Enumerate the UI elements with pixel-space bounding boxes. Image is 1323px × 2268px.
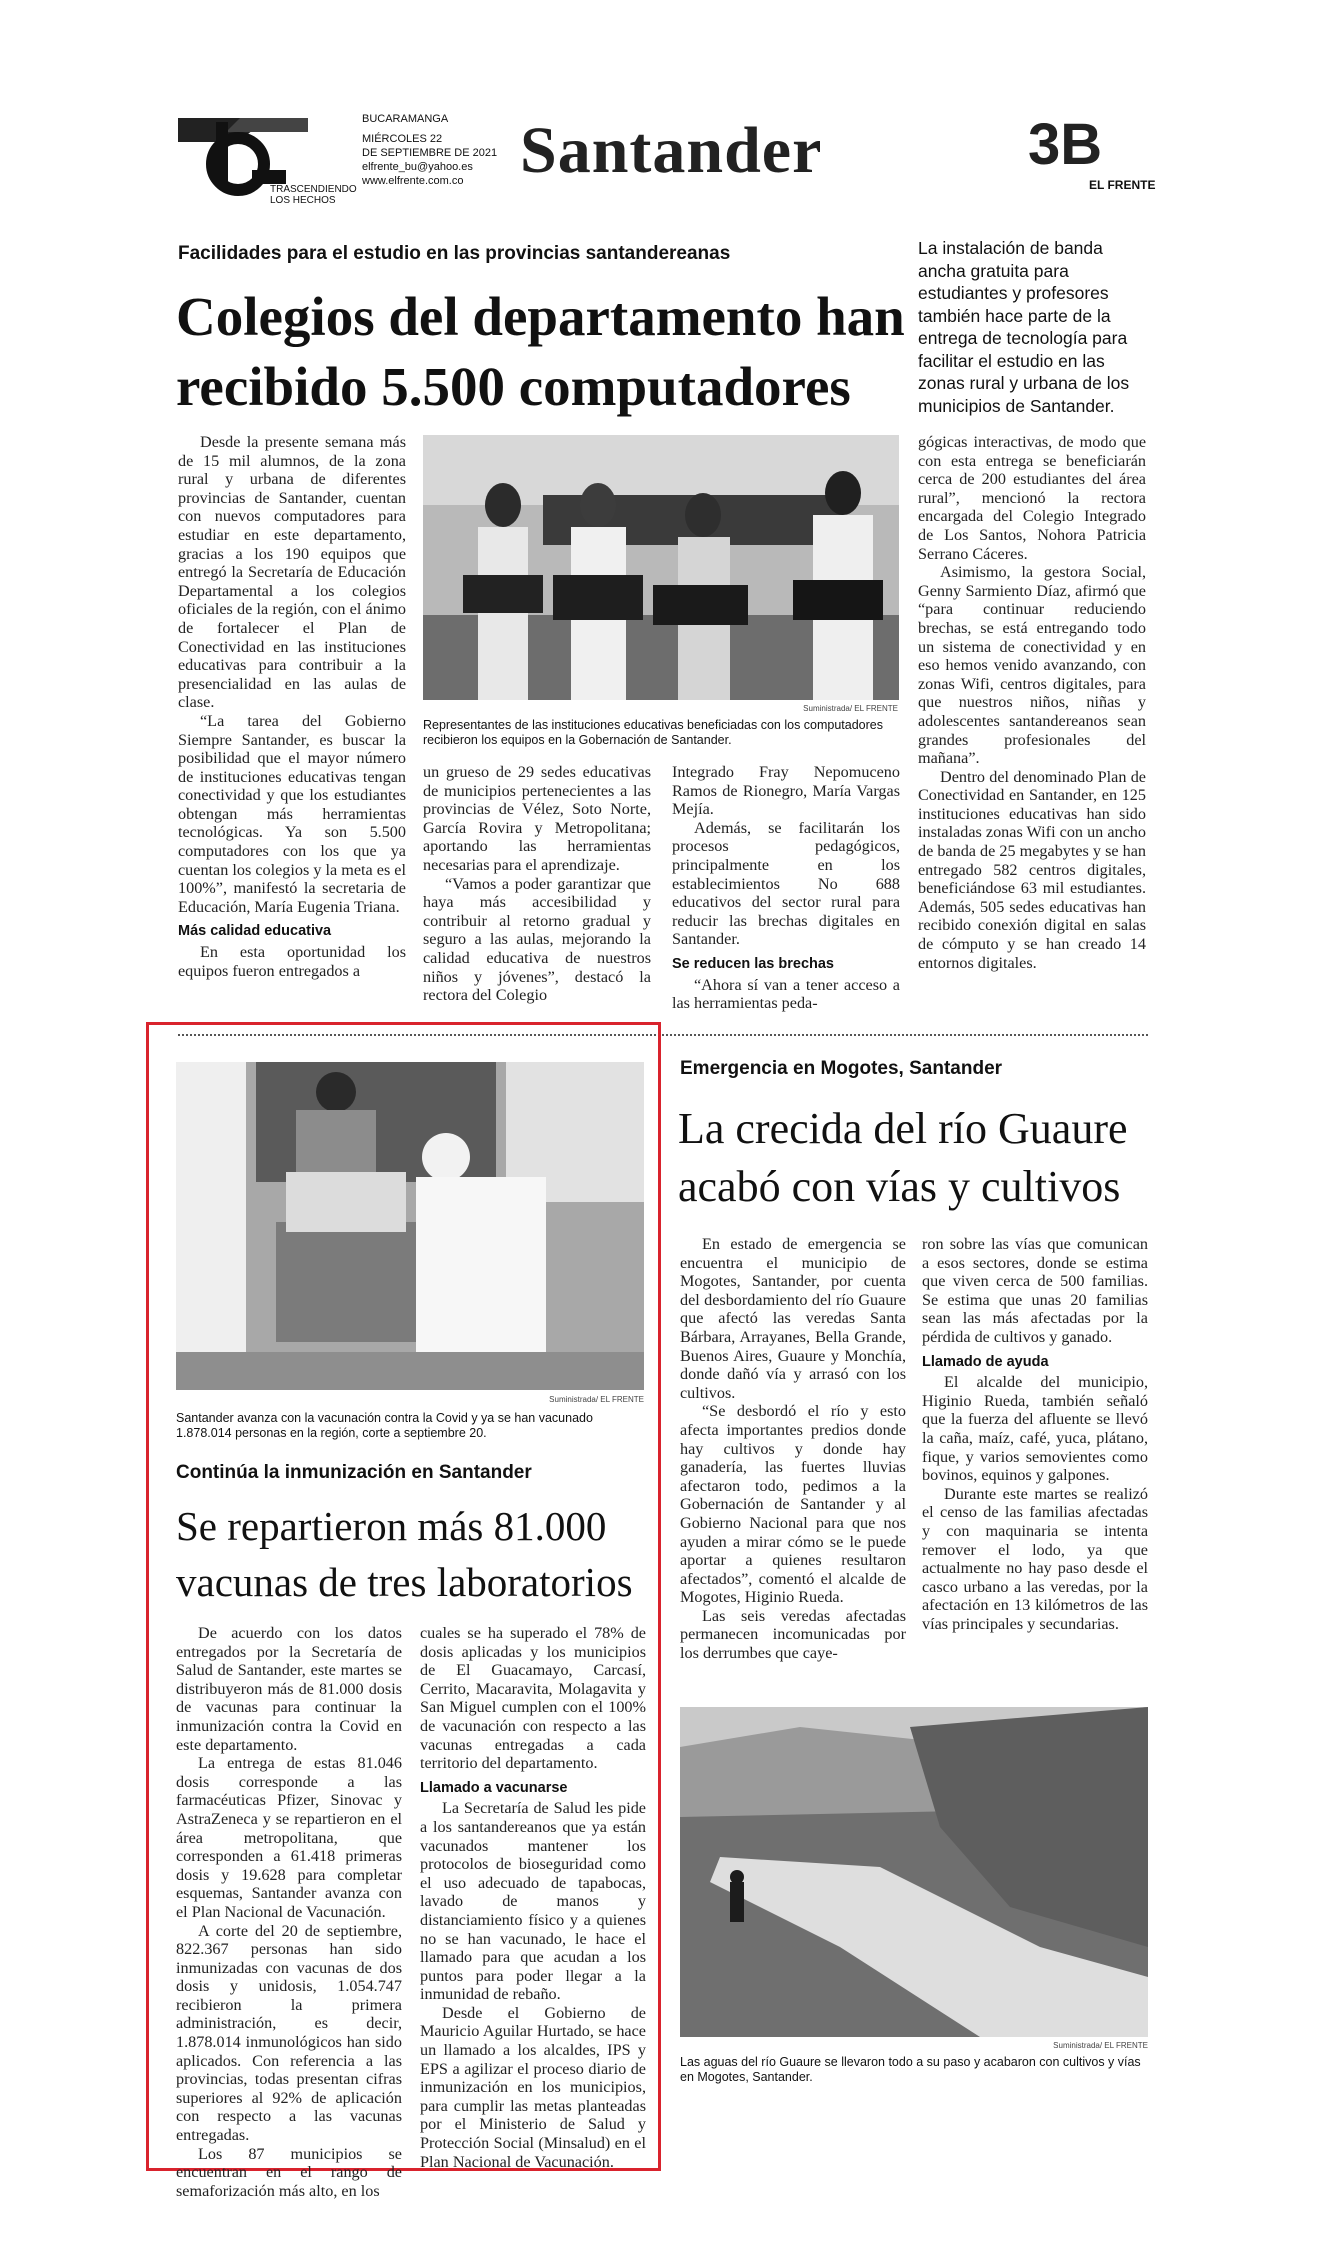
brand-label: EL FRENTE	[1089, 178, 1156, 192]
article1-subhead: Se reducen las brechas	[672, 955, 834, 972]
article3-paragraph: Las seis veredas afectadas permanecen incomunicadas por los derrumbes que caye-	[680, 1606, 906, 1663]
article1-paragraph: Asimismo, la gestora Social, Genny Sarmiento Díaz, afirmó que “para continuar reduciendo brechas, se está entregando todo un sistema de conectividad y en eso hemos venido avanzando, con zonas Wifi, centros digitales, para que nuestros niños, niñas y adolescentes santandereanos sean grandes profesionales del mañana”.	[918, 563, 1146, 768]
dateline	[362, 112, 497, 188]
article3-headline-line1: La crecida del río Guaure	[678, 1104, 1128, 1153]
article1-column-3	[672, 763, 900, 1013]
article1-deck: La instalación de banda ancha gratuita para estudiantes y profesores también hace parte de la entrega de tecnología para facilitar el estudio en las zonas rural y urbana de los municipios de Santander.	[918, 238, 1130, 416]
article3-headline	[678, 1100, 1128, 1216]
article2-paragraph: cuales se ha superado el 78% de dosis aplicadas y los municipios de El Guacamayo, Carcasí, Cerrito, Macaravita, Molagavita y San Miguel cumplen con el 100% de vacunación con respecto a las vacunas entregadas a cada territorio del departamento.	[420, 1624, 646, 1773]
article3-paragraph: “Se desbordó el río y esto afecta importantes predios donde hay cultivos y donde hay ganadería, las fuertes lluvias afectaron todo, pedimos a la Gobernación de Santander y al Gobierno Nacional para que nos ayuden a mirar cómo se le puede aportar a quienes resultaron afectados”, comentó el alcalde de Mogotes, Higinio Rueda.	[680, 1402, 906, 1607]
article2-kicker: Continúa la inmunización en Santander	[176, 1462, 532, 1483]
article1-paragraph: En esta oportunidad los equipos fueron entregados a	[178, 943, 406, 980]
logo-tagline	[270, 184, 357, 206]
dateline-date: DE SEPTIEMBRE DE 2021	[362, 147, 498, 159]
article1-paragraph: un grueso de 29 sedes educativas de municipios pertenecientes a las provincias de Vélez, Soto Norte, García Rovira y Metropolitana; aportando las herramientas necesarias para el aprendizaje.	[423, 763, 651, 874]
article2-paragraph: A corte del 20 de septiembre, 822.367 personas han sido inmunizadas con vacunas de dos dosis y unidosis, 1.054.747 recibieron la primera administración, es decir, 1.878.014 inmunológicos han sido aplicados. Con referencia a las provincias, todas presentan cifras superiores al 92% de aplicación con respecto a las vacunas entregadas.	[176, 1921, 402, 2145]
article3-paragraph: En estado de emergencia se encuentra el municipio de Mogotes, Santander, por cuenta del desbordamiento del río Guaure que afectó las veredas Santa Bárbara, Arrayanes, Bella Grande, Buenos Aires, Guaure y Monchía, donde dañó vía y arrasó con los cultivos.	[680, 1235, 906, 1402]
article1-photo	[423, 435, 899, 700]
dateline-city: BUCARAMANGA	[362, 113, 449, 125]
article1-column-1	[178, 433, 406, 980]
article3-column-2	[922, 1235, 1148, 1633]
article2-column-2	[420, 1624, 646, 2171]
article2-caption: Santander avanza con la vacunación contra la Covid y ya se han vacunado 1.878.014 personas en la región, corte a septiembre 20.	[176, 1411, 593, 1440]
article1-paragraph: Además, se facilitarán los procesos pedagógicos, principalmente en los establecimientos No 688 educativos del sector rural para reducir las brechas digitales en Santander.	[672, 818, 900, 949]
article2-paragraph: Los 87 municipios se encuentran en el rango de semaforización más alto, en los	[176, 2144, 402, 2200]
article3-photo-credit: Suministrada/ EL FRENTE	[1053, 2041, 1148, 2050]
article1-headline	[176, 282, 905, 422]
article1-subhead: Más calidad educativa	[178, 923, 332, 940]
section-title: Santander	[520, 114, 823, 187]
article1-paragraph: Integrado Fray Nepomuceno Ramos de Rionegro, María Vargas Mejía.	[672, 763, 900, 819]
article3-paragraph: El alcalde del municipio, Higinio Rueda, también señaló que la fuerza del afluente se llevó la caña, maíz, café, yuca, plátano, fique, y varios semovientes como bovinos, equinos y galpones.	[922, 1373, 1148, 1485]
article2-photo-credit: Suministrada/ EL FRENTE	[549, 1395, 644, 1404]
article3-paragraph: Durante este martes se realizó el censo de las familias afectadas y con maquinaria se intenta remover el lodo, ya que actualmente no hay paso desde el casco urbano a las veredas, por la afectación en 13 kilómetros de las vías principales y secundarias.	[922, 1484, 1148, 1633]
article2-headline	[176, 1498, 633, 1610]
article3-photo	[680, 1707, 1148, 2037]
article2-column-1	[176, 1624, 402, 2200]
article2-subhead: Llamado a vacunarse	[420, 1779, 568, 1796]
article3-headline-line2: acabó con vías y cultivos	[678, 1162, 1121, 1211]
page-number: 3B	[1028, 112, 1103, 177]
article1-column-4	[918, 433, 1146, 972]
dateline-email: elfrente_bu@yahoo.es	[362, 161, 473, 173]
logo-tagline-1: TRASCENDIENDO	[270, 184, 357, 195]
article2-paragraph: De acuerdo con los datos entregados por la Secretaría de Salud de Santander, este martes se distribuyeron más de 81.000 dosis de vacunas para continuar la inmunización contra la Covid en este departamento.	[176, 1624, 402, 1754]
article2-headline-line1: Se repartieron más 81.000	[176, 1503, 607, 1549]
article2-paragraph: Desde el Gobierno de Mauricio Aguilar Hurtado, se hace un llamado a los alcaldes, IPS y EPS a agilizar el proceso diario de inmunización en los municipios, para cumplir las metas planteadas por el Ministerio de Salud y Protección Social (Minsalud) en el Plan Nacional de Vacunación.	[420, 2003, 646, 2171]
article2-photo	[176, 1062, 644, 1390]
article1-paragraph: “Ahora sí van a tener acceso a las herramientas peda-	[672, 975, 900, 1013]
article1-paragraph: “La tarea del Gobierno Siempre Santander, es buscar la posibilidad que el mayor número de instituciones educativas tengan conectividad y que los estudiantes obtengan más herramientas tecnológicas. Ya son 5.500 computadores con los que ya cuentan los colegios y la meta es el 100%”, manifestó la secretaria de Educación, María Eugenia Triana.	[178, 711, 406, 916]
article3-paragraph: ron sobre las vías que comunican a esos sectores, donde se estima que viven cerca de 500 familias. Se estima que unas 20 familias sean las más afectadas por la pérdida de cultivos y ganado.	[922, 1235, 1148, 1346]
article3-subhead: Llamado de ayuda	[922, 1353, 1049, 1370]
logo-tagline-2: LOS HECHOS	[270, 195, 336, 206]
article3-caption: Las aguas del río Guaure se llevaron todo a su paso y acabaron con cultivos y vías en Mogotes, Santander.	[680, 2055, 1141, 2084]
dateline-day: MIÉRCOLES 22	[362, 133, 443, 145]
article1-paragraph: Desde la presente semana más de 15 mil alumnos, de la zona rural y urbana de diferentes provincias de Santander, cuentan con nuevos computadores para estudiar en este departamento, gracias a los 190 equipos que entregó la Secretaría de Educación Departamental a los colegios oficiales de la región, con el ánimo de fortalecer el Plan de Conectividad en las instituciones educativas para contribuir a la presencialidad en las aulas de clase.	[178, 433, 406, 712]
masthead	[178, 112, 1178, 206]
article1-paragraph: gógicas interactivas, de modo que con esta entrega se beneficiarán cerca de 200 estudiantes del área rural”, mencionó la rectora encargada del Colegio Integrado de Los Santos, Nohora Patricia Serrano Cáceres.	[918, 433, 1146, 563]
article1-caption: Representantes de las instituciones educativas beneficiadas con los computadores recibieron los equipos en la Gobernación de Santander.	[423, 718, 883, 747]
article1-kicker: Facilidades para el estudio en las provincias santandereanas	[178, 243, 731, 264]
article1-paragraph: Dentro del denominado Plan de Conectividad en Santander, en 125 instituciones educativas han sido instaladas zonas Wifi con un ancho de banda de 25 megabytes y se han entregado 582 centros digitales, beneficiándose 63 mil estudiantes. Además, 505 sedes educativas han recibido conexión digital en salas de cómputo y se han creado 14 entornos digitales.	[918, 767, 1146, 972]
article2-paragraph: La entrega de estas 81.046 dosis corresponde a las farmacéuticas Pfizer, Sinovac y AstraZeneca y se repartieron en el área metropolitana, que corresponden a 61.418 primeras dosis y 19.628 para completar esquemas, Santander avanza con el Plan Nacional de Vacunación.	[176, 1754, 402, 1921]
article3-kicker: Emergencia en Mogotes, Santander	[680, 1058, 1003, 1079]
article1-headline-line1: Colegios del departamento han	[176, 286, 905, 347]
article1-column-2	[423, 763, 651, 1005]
article3-column-1	[680, 1235, 906, 1663]
article1-paragraph: “Vamos a poder garantizar que haya más accesibilidad y contribuir al retorno gradual y seguro a las aulas, mejorando la calidad educativa de nuestros niños y jóvenes”, destacó la rectora del Colegio	[423, 874, 651, 1005]
logo-icon	[178, 112, 357, 206]
dateline-website: www.elfrente.com.co	[362, 175, 464, 187]
article1-photo-credit: Suministrada/ EL FRENTE	[803, 704, 898, 713]
article2-paragraph: La Secretaría de Salud les pide a los santandereanos que ya están vacunados mantener los protocolos de bioseguridad como el uso adecuado de tapabocas, lavado de manos y distanciamiento físico y a quienes no se han vacunado, le hace el llamado para que acudan a los puntos para poder llegar a la inmunidad de rebaño.	[420, 1799, 646, 2004]
article2-headline-line2: vacunas de tres laboratorios	[176, 1559, 633, 1605]
article1-headline-line2: recibido 5.500 computadores	[176, 356, 851, 417]
logo-text	[177, 112, 178, 113]
